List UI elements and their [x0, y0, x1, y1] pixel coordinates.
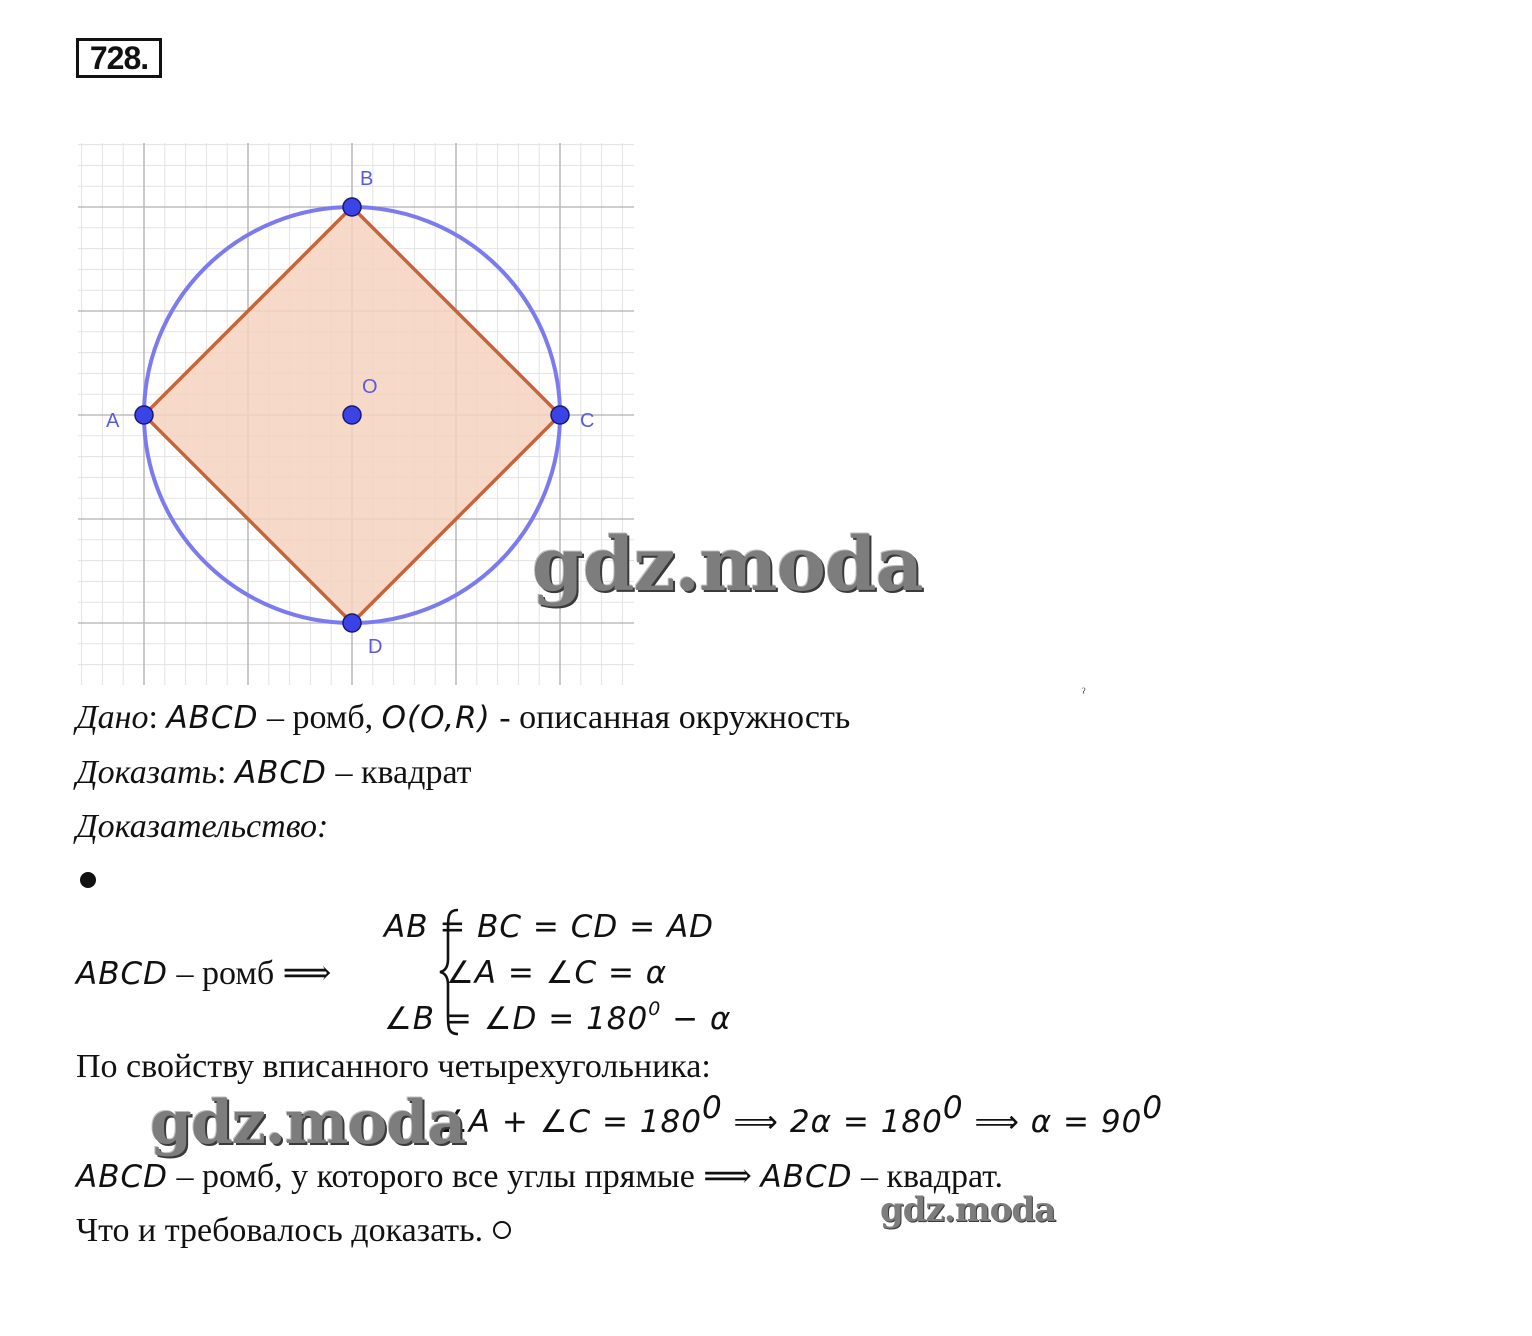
stray-mark: ˀ: [1082, 686, 1086, 701]
bullet: [80, 872, 96, 888]
given-circle: O(O,R): [381, 700, 491, 736]
problem-number: 728.: [76, 38, 162, 78]
proof-label: Доказательство:: [76, 808, 329, 845]
qed-text: Что и требовалось доказать.: [76, 1212, 484, 1249]
watermark: gdz.moda: [150, 1088, 466, 1158]
watermark: gdz.moda: [880, 1190, 1056, 1230]
prove-obj: ABCD: [234, 755, 327, 791]
point-a: [135, 406, 153, 424]
system-row-3: ∠B = ∠D = $180^0 - \alpha$: [384, 998, 732, 1037]
given-line: Дано: ABCD – ромб, O(O,R) - описанная окружность: [76, 699, 851, 736]
geometry-figure: [78, 143, 638, 693]
system-row-2: ∠A = ∠C = α: [446, 955, 668, 991]
property-line: По свойству вписанного четырехугольника:: [76, 1048, 711, 1085]
label-c: C: [580, 410, 595, 432]
point-c: [551, 406, 569, 424]
label-d: D: [368, 636, 383, 658]
label-a: A: [106, 410, 120, 432]
qed-line: [76, 1211, 511, 1251]
given-label: Дано: [76, 699, 149, 736]
system-lhs: ABCD – ромб ⟹: [76, 955, 332, 992]
point-o: [343, 406, 361, 424]
point-d: [343, 614, 361, 632]
label-b: B: [360, 168, 374, 190]
angle-equation: ∠A + ∠C = $180^0$ ⟹ $2\alpha = 180^0$ ⟹ $\alpha = 90^0$: [440, 1090, 1164, 1140]
given-obj: ABCD: [166, 700, 259, 736]
point-b: [343, 198, 361, 216]
conclusion-line: ABCD – ромб, у которого все углы прямые ⟹ ABCD – квадрат.: [76, 1158, 1004, 1195]
qed-circle-icon: [493, 1221, 511, 1239]
prove-label: Доказать: [76, 754, 217, 791]
system-row-1: AB = BC = CD = AD: [384, 909, 715, 945]
prove-line: Доказать: ABCD – квадрат: [76, 754, 472, 791]
rhombus-system: [76, 905, 796, 1040]
watermark: gdz.moda: [532, 522, 923, 608]
label-o: O: [362, 376, 378, 398]
